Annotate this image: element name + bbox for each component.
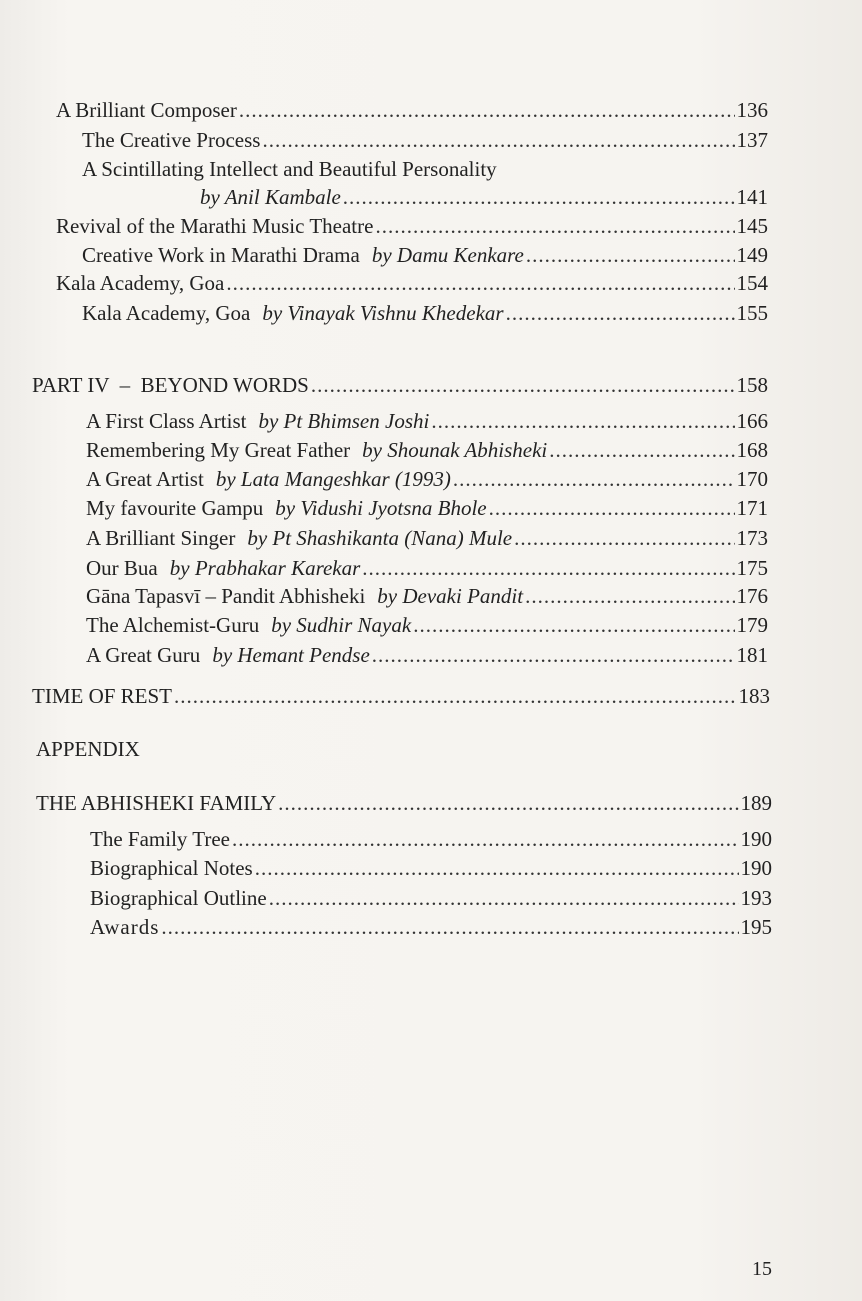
toc-entry-page: 166 xyxy=(736,409,768,433)
toc-entry-title: The Family Tree xyxy=(90,827,230,851)
toc-entry-title: Biographical Outline xyxy=(90,886,267,910)
toc-entry-title: The Creative Process xyxy=(82,128,261,152)
toc-entry-title: Kala Academy, Goa xyxy=(56,271,225,295)
toc-entry-author: by Anil Kambale xyxy=(200,185,341,209)
toc-entry-author: by Pt Bhimsen Joshi xyxy=(258,409,430,433)
toc-entry-title: The Alchemist-Guru xyxy=(86,613,260,637)
toc-entry xyxy=(82,242,768,268)
toc-entry-page: 149 xyxy=(736,243,768,267)
section-heading xyxy=(32,683,770,709)
dot-leader xyxy=(362,555,734,581)
toc-entry-page: 190 xyxy=(740,827,772,851)
toc-entry xyxy=(86,642,768,668)
dot-leader xyxy=(311,372,735,398)
toc-entry-title: A Brilliant Singer xyxy=(86,526,236,550)
toc-entry xyxy=(56,213,768,239)
toc-entry-author: by Pt Shashikanta (Nana) Mule xyxy=(247,526,513,550)
dot-leader xyxy=(262,127,734,153)
toc-entry-page: 176 xyxy=(736,584,768,608)
toc-entry-author: by Vinayak Vishnu Khedekar xyxy=(262,301,504,325)
toc-entry-title: A Great Artist xyxy=(86,467,204,491)
toc-entry-author: by Lata Mangeshkar (1993) xyxy=(215,467,451,491)
dot-leader xyxy=(514,525,734,551)
dot-leader xyxy=(226,270,734,296)
dot-leader xyxy=(506,300,735,326)
toc-entry-page: 170 xyxy=(736,467,768,491)
toc-entry-page: 179 xyxy=(736,613,768,637)
toc-entry-page: 168 xyxy=(736,438,768,462)
section-heading xyxy=(36,790,772,816)
toc-entry-title: Kala Academy, Goa xyxy=(82,301,251,325)
toc-entry-title: Awards xyxy=(90,915,160,939)
toc-entry xyxy=(90,855,772,881)
dot-leader xyxy=(255,855,739,881)
toc-entry-title: My favourite Gampu xyxy=(86,496,264,520)
toc-entry-page: 141 xyxy=(736,185,768,209)
dot-leader xyxy=(526,242,735,268)
toc-entry-author: by Sudhir Nayak xyxy=(271,613,412,637)
toc-entry-title: Creative Work in Marathi Drama xyxy=(82,243,360,267)
toc-entry-page: 173 xyxy=(736,526,768,550)
toc-entry-page: 154 xyxy=(736,271,768,295)
dot-leader xyxy=(239,97,735,123)
dot-leader xyxy=(525,583,734,609)
toc-entry-title: Remembering My Great Father xyxy=(86,438,351,462)
toc-entry-title: Gāna Tapasvī – Pandit Abhisheki xyxy=(86,584,366,608)
toc-entry-page: 189 xyxy=(740,791,772,815)
toc-entry xyxy=(86,555,768,581)
toc-entry-author: by Hemant Pendse xyxy=(212,643,370,667)
dot-leader xyxy=(453,466,735,492)
dot-leader xyxy=(232,826,739,852)
toc-entry-title: A First Class Artist xyxy=(86,409,247,433)
toc-entry xyxy=(200,184,768,210)
dot-leader xyxy=(174,683,736,709)
toc-entry xyxy=(82,156,497,182)
toc-entry xyxy=(86,437,768,463)
toc-entry-page: 171 xyxy=(736,496,768,520)
toc-entry-page: 145 xyxy=(736,214,768,238)
toc-entry-author: by Damu Kenkare xyxy=(371,243,524,267)
toc-entry xyxy=(82,300,768,326)
dot-leader xyxy=(431,408,734,434)
dot-leader xyxy=(413,612,734,638)
toc-entry xyxy=(90,914,772,940)
toc-entry xyxy=(56,97,768,123)
toc-entry xyxy=(86,408,768,434)
toc-entry-title: Our Bua xyxy=(86,556,158,580)
toc-entry-page: 137 xyxy=(736,128,768,152)
toc-entry-page: 181 xyxy=(736,643,768,667)
toc-entry xyxy=(86,525,768,551)
dot-leader xyxy=(343,184,735,210)
toc-entry-page: 155 xyxy=(736,301,768,325)
toc-entry-page: 158 xyxy=(736,373,768,397)
appendix-heading xyxy=(36,736,140,762)
toc-entry xyxy=(90,826,772,852)
toc-entry-author: by Vidushi Jyotsna Bhole xyxy=(275,496,487,520)
dot-leader xyxy=(161,914,738,940)
toc-entry xyxy=(86,612,768,638)
toc-entry-page: 175 xyxy=(736,556,768,580)
dot-leader xyxy=(269,885,739,911)
dot-leader xyxy=(278,790,738,816)
toc-entry-author: by Shounak Abhisheki xyxy=(362,438,548,462)
toc-entry-title: A Scintillating Intellect and Beautiful Personality xyxy=(82,157,497,181)
toc-entry-title: A Great Guru xyxy=(86,643,201,667)
dot-leader xyxy=(489,495,735,521)
toc-entry xyxy=(90,885,772,911)
toc-entry xyxy=(86,583,768,609)
toc-entry-title: APPENDIX xyxy=(36,737,140,761)
toc-entry-page: 193 xyxy=(740,886,772,910)
toc-entry-title: TIME OF REST xyxy=(32,684,173,708)
toc-entry xyxy=(56,270,768,296)
toc-entry xyxy=(82,127,768,153)
toc-entry-page: 195 xyxy=(740,915,772,939)
toc-entry-title: A Brilliant Composer xyxy=(56,98,237,122)
toc-entry-page: 190 xyxy=(740,856,772,880)
toc-entry-title: THE ABHISHEKI FAMILY xyxy=(36,791,277,815)
toc-entry xyxy=(86,495,768,521)
toc-entry-title: Biographical Notes xyxy=(90,856,253,880)
toc-entry-author: by Prabhakar Karekar xyxy=(169,556,361,580)
toc-entry-author: by Devaki Pandit xyxy=(377,584,524,608)
page-number: 15 xyxy=(752,1258,772,1280)
dot-leader xyxy=(375,213,734,239)
toc-entry-page: 183 xyxy=(738,684,770,708)
dot-leader xyxy=(549,437,734,463)
part-heading xyxy=(32,372,768,398)
toc-entry-title: PART IV – BEYOND WORDS xyxy=(32,373,309,397)
dot-leader xyxy=(372,642,735,668)
toc-entry xyxy=(86,466,768,492)
toc-entry-page: 136 xyxy=(736,98,768,122)
toc-entry-title: Revival of the Marathi Music Theatre xyxy=(56,214,374,238)
